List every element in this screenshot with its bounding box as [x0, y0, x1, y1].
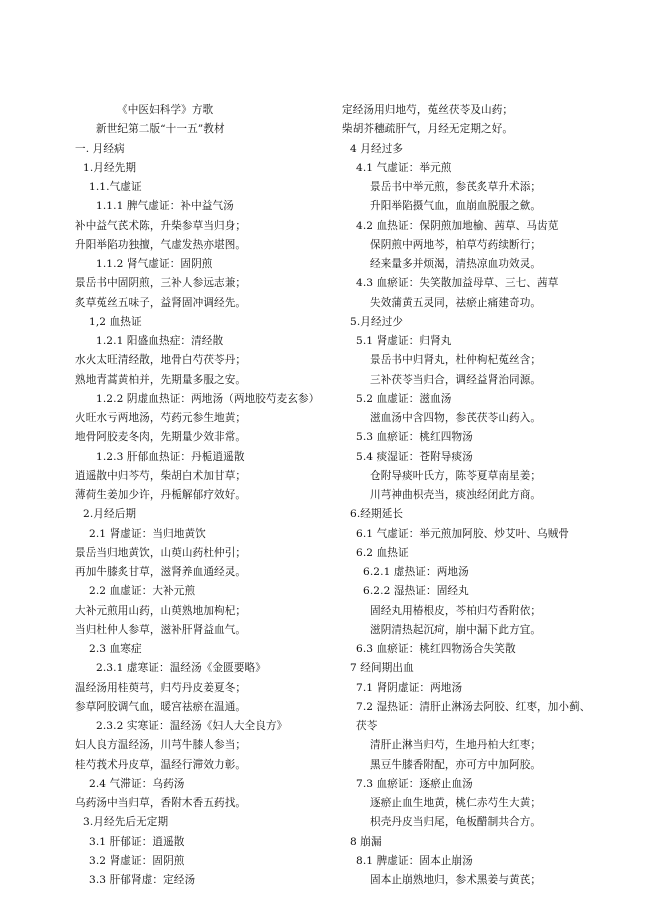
section-heading: 6.3 血瘀证：桃红四物汤合失笑散: [356, 643, 516, 655]
section-heading: 1.1.气虚证: [89, 181, 142, 193]
section-heading: 2.3.2 实寒证：温经汤《妇人大全良方》: [96, 720, 288, 732]
verse-line: 参草阿胶调气血，暖宫祛瘀在温通。: [75, 700, 247, 713]
verse-line: 一. 月经病: [75, 142, 125, 155]
section-heading: 1.月经先期: [83, 161, 137, 174]
section-heading: 6.经期延长: [350, 508, 404, 521]
section-heading: 1.2.1 阳盛血热症：清经散: [96, 335, 224, 347]
section-heading: 1.1.2 肾气虚证：固阴煎: [96, 258, 213, 270]
section-heading: 5.月经过少: [350, 315, 404, 328]
document-subtitle: 新世纪第二版“十一五”教材: [96, 123, 225, 136]
verse-line: 固本止崩熟地归，参术黑姜与黄芪；: [370, 874, 542, 886]
section-heading: 7.3 血瘀证：逐瘀止血汤: [356, 777, 473, 790]
section-heading: 8 崩漏: [350, 835, 382, 848]
verse-line: 再加牛膝炙甘草，滋肾养血通经灵。: [75, 566, 247, 578]
section-heading: 8.1 脾虚证：固本止崩汤: [356, 854, 473, 867]
verse-line: 补中益气芪术陈，升柴参草当归身；: [75, 219, 247, 232]
section-heading: 4.3 血瘀证：失笑散加益母草、三七、茜草: [356, 277, 559, 290]
verse-line: 桂芍莪术丹皮草，温经行滞效力彰。: [75, 758, 247, 771]
verse-line: 升阳举陷摄气血，血崩血脱服之歛。: [370, 200, 542, 213]
section-heading: 1.2.3 肝郁血热证：丹栀逍遥散: [96, 450, 245, 463]
verse-line: 景岳书中归肾丸，杜仲枸杞菟丝含；: [370, 354, 542, 367]
section-heading: 1.1.1 脾气虚证：补中益气汤: [96, 200, 234, 213]
left-column: [75, 101, 323, 890]
section-heading: 1,2 血热证: [89, 315, 142, 328]
verse-line: 滋血汤中含四物，参芪茯苓山药入。: [370, 412, 542, 424]
section-heading: 7.1 肾阴虚证：两地汤: [356, 681, 463, 694]
section-heading: 2.3.1 虚寒证：温经汤《金匮要略》: [96, 662, 266, 675]
verse-line: 火旺水亏两地汤，芍药元参生地黄；: [75, 412, 247, 424]
section-heading: 1.2.2 阴虚血热证：两地汤（两地胶芍麦玄参）: [96, 392, 320, 405]
verse-line: 柴胡芥穗疏肝气，月经无定期之好。: [342, 123, 514, 136]
section-heading: 6.2.1 虚热证：两地汤: [363, 566, 469, 578]
section-heading: 2.1 肾虚证：当归地黄饮: [89, 527, 206, 540]
section-heading: 7.2 湿热证：清肝止淋汤去阿胶、红枣，加小蓟、茯苓: [356, 700, 591, 732]
section-heading: 3.3 肝郁肾虚：定经汤: [89, 874, 196, 886]
section-heading: 6.2.2 湿热证：固经丸: [363, 585, 469, 598]
verse-line: 温经汤用桂萸芎，归芍丹皮姜夏冬；: [75, 681, 247, 694]
verse-line: 景岳书中固阴煎，三补人参远志兼；: [75, 277, 247, 290]
section-heading: 5.4 痰湿证：苍附导痰汤: [356, 450, 473, 463]
verse-line: 滋阴清热起沉疴，崩中漏下此方宜。: [370, 623, 542, 636]
section-heading: 3.2 肾虚证：固阴煎: [89, 854, 185, 867]
verse-line: 逐瘀止血生地黄，桃仁赤芍生大黄；: [370, 797, 542, 809]
section-heading: 6.2 血热证: [356, 546, 409, 559]
section-heading: 2.3 血寒症: [89, 643, 142, 655]
verse-line: 经来量多并烦渴，清热凉血功效灵。: [370, 258, 542, 270]
verse-line: 黑豆牛膝香附配，亦可方中加阿胶。: [370, 758, 542, 771]
verse-line: 川芎神曲枳壳当，痰浊经闭此方商。: [370, 489, 542, 501]
verse-line: 枳壳丹皮当归尾，龟板醋制共合方。: [370, 816, 542, 829]
verse-line: 大补元煎用山药，山萸熟地加枸杞；: [75, 604, 247, 617]
section-heading: 2.4 气滞证：乌药汤: [89, 777, 185, 790]
verse-line: 当归杜仲人参草，滋补肝肾益血气。: [75, 623, 247, 636]
verse-line: 保阴煎中两地芩，柏草芍药续断行；: [370, 238, 542, 251]
verse-line: 逍遥散中归芩芍，柴胡白术加甘草；: [75, 469, 247, 482]
verse-line: 乌药汤中当归草，香附木香五药找。: [75, 797, 247, 809]
verse-line: 失效蒲黄五灵同，祛瘀止痛建奇功。: [370, 296, 542, 309]
verse-line: 薄荷生姜加少许，丹栀解郁疗效好。: [75, 489, 247, 501]
verse-line: 景岳书中举元煎，参芪炙草升术添；: [370, 181, 542, 193]
verse-line: 固经丸用椿根皮，芩柏归芍香附依；: [370, 604, 542, 617]
section-heading: 6.1 气虚证：举元煎加阿胶、炒艾叶、乌贼骨: [356, 527, 570, 540]
section-heading: 4 月经过多: [350, 142, 404, 155]
right-column: [342, 101, 592, 890]
verse-line: 炙草菟丝五味子，益肾固冲调经先。: [75, 296, 247, 309]
verse-line: 熟地青蒿黄柏并，先期量多服之安。: [75, 373, 247, 386]
section-heading: 2.2 血虚证：大补元煎: [89, 585, 196, 598]
verse-line: 仓附导痰叶氏方，陈苓夏草南星姜；: [370, 469, 542, 482]
verse-line: 地骨阿胶麦冬肉，先期量少效非常。: [75, 431, 247, 444]
section-heading: 3.月经先后无定期: [83, 816, 169, 829]
verse-line: 三补茯苓当归合，调经益肾治同源。: [370, 373, 542, 386]
verse-line: 清肝止淋当归芍，生地丹柏大红枣；: [370, 739, 542, 752]
section-heading: 5.2 血虚证：滋血汤: [356, 392, 452, 405]
verse-line: 定经汤用归地芍，菟丝茯苓及山药；: [342, 104, 514, 116]
section-heading: 4.2 血热证：保阴煎加地榆、茜草、马齿苋: [356, 219, 559, 232]
section-heading: 7 经间期出血: [350, 662, 414, 675]
verse-line: 升阳举陷功独擅，气虚发热亦堪图。: [75, 238, 247, 251]
section-heading: 5.1 肾虚证：归肾丸: [356, 335, 452, 347]
section-heading: 3.1 肝郁证：逍遥散: [89, 835, 185, 848]
section-heading: 5.3 血瘀证：桃红四物汤: [356, 431, 473, 444]
verse-line: 景岳当归地黄饮，山萸山药杜仲引；: [75, 546, 247, 559]
section-heading: 4.1 气虚证：举元煎: [356, 161, 452, 174]
verse-line: 水火太旺清经散，地骨白芍茯苓丹；: [75, 354, 247, 367]
document-title: 《中医妇科学》方歌: [117, 104, 214, 116]
section-heading: 2.月经后期: [83, 508, 137, 521]
verse-line: 妇人良方温经汤，川芎牛膝人参当；: [75, 739, 247, 752]
